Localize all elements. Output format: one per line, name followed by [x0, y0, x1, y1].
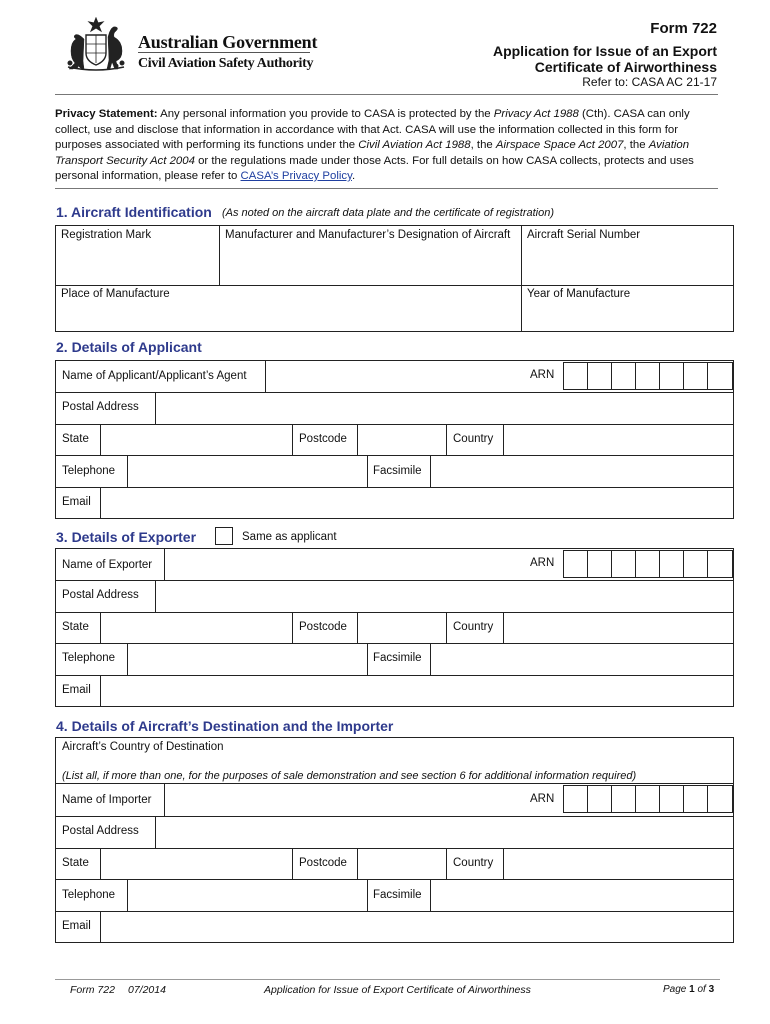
privacy-text: or the regulations made under those Acts. For full details on how CASA collects, protects and uses personal information, please refer to — [55, 154, 694, 182]
place-of-manufacture-field[interactable] — [57, 304, 519, 330]
importer-country-field[interactable] — [505, 850, 732, 878]
table-divider — [56, 643, 733, 644]
privacy-statement — [55, 107, 720, 185]
exporter-name-label: Name of Exporter — [62, 559, 153, 571]
table-divider — [127, 456, 128, 487]
table-divider — [100, 676, 101, 706]
privacy-label: Privacy Statement: — [55, 108, 158, 120]
table-divider — [56, 879, 733, 880]
privacy-rule — [55, 188, 718, 189]
government-title: Australian Government — [138, 32, 318, 52]
table-divider — [446, 425, 447, 455]
table-divider — [265, 361, 266, 392]
importer-email-field[interactable] — [102, 913, 732, 941]
applicant-postcode-label: Postcode — [299, 433, 347, 445]
civil-aviation-act-name: Civil Aviation Act 1988 — [358, 139, 471, 151]
table-divider — [100, 613, 101, 643]
exporter-name-field[interactable] — [166, 550, 517, 579]
table-divider — [56, 675, 733, 676]
table-divider — [357, 425, 358, 455]
same-as-applicant-checkbox[interactable] — [215, 527, 233, 545]
privacy-text: , the — [470, 139, 493, 151]
table-divider — [127, 644, 128, 675]
footer-date: 07/2014 — [128, 984, 166, 996]
table-divider — [367, 456, 368, 487]
table-divider — [100, 912, 101, 942]
applicant-telephone-field[interactable] — [129, 457, 366, 486]
agency-name: Civil Aviation Safety Authority — [138, 56, 314, 71]
same-as-applicant-label: Same as applicant — [242, 531, 337, 543]
exporter-postcode-field[interactable] — [359, 614, 445, 642]
section-4-title: 4. Details of Aircraft’s Destination and the Importer — [56, 718, 394, 734]
applicant-email-label: Email — [62, 496, 91, 508]
applicant-facsimile-label: Facsimile — [373, 465, 422, 477]
table-divider — [357, 849, 358, 879]
exporter-facsimile-label: Facsimile — [373, 652, 422, 664]
exporter-postal-label: Postal Address — [62, 589, 139, 601]
applicant-country-label: Country — [453, 433, 494, 445]
destination-note: (List all, if more than one, for the purposes of sale demonstration and see section 6 for additional information required) — [62, 770, 637, 782]
table-divider — [367, 644, 368, 675]
table-divider — [127, 880, 128, 911]
applicant-arn-field[interactable] — [563, 362, 733, 390]
applicant-facsimile-field[interactable] — [432, 457, 732, 486]
coat-of-arms-logo — [58, 17, 134, 75]
applicant-name-field[interactable] — [267, 362, 517, 391]
table-divider — [100, 849, 101, 879]
year-of-manufacture-field[interactable] — [523, 304, 732, 330]
registration-mark-label: Registration Mark — [61, 229, 152, 241]
importer-name-label: Name of Importer — [62, 794, 152, 806]
aviation-security-act-name: Aviation Transport Security Act 2004 — [55, 139, 690, 167]
importer-postal-field[interactable] — [157, 818, 732, 847]
importer-telephone-label: Telephone — [62, 889, 116, 901]
importer-postcode-field[interactable] — [359, 850, 445, 878]
table-divider — [56, 612, 733, 613]
exporter-telephone-field[interactable] — [129, 645, 366, 674]
exporter-email-field[interactable] — [102, 677, 732, 705]
page-total: 3 — [708, 984, 715, 995]
header-divider — [138, 52, 310, 53]
airspace-act-name: Airspace Space Act 2007 — [495, 139, 624, 151]
table-divider — [56, 911, 733, 912]
exporter-state-field[interactable] — [102, 614, 291, 642]
table-divider — [521, 226, 522, 331]
applicant-name-label: Name of Applicant/Applicant’s Agent — [62, 370, 247, 382]
applicant-country-field[interactable] — [505, 426, 732, 454]
importer-email-label: Email — [62, 920, 91, 932]
header-rule — [55, 94, 718, 95]
serial-number-field[interactable] — [523, 244, 732, 283]
table-divider — [430, 644, 431, 675]
table-divider — [219, 226, 220, 285]
table-divider — [164, 784, 165, 816]
manufacturer-label: Manufacturer and Manufacturer’s Designation of Aircraft — [225, 229, 511, 241]
table-divider — [446, 613, 447, 643]
privacy-text: Any personal information you provide to CASA is protected by the — [160, 108, 491, 120]
exporter-postal-field[interactable] — [157, 582, 732, 611]
table-divider — [56, 848, 733, 849]
exporter-state-label: State — [62, 621, 89, 633]
page-label: Page — [663, 984, 687, 995]
importer-arn-field[interactable] — [563, 785, 733, 813]
form-reference: Refer to: CASA AC 21-17 — [582, 75, 717, 89]
table-divider — [155, 393, 156, 424]
exporter-facsimile-field[interactable] — [432, 645, 732, 674]
year-of-manufacture-label: Year of Manufacture — [527, 288, 631, 300]
importer-country-label: Country — [453, 857, 494, 869]
table-divider — [292, 849, 293, 879]
importer-state-label: State — [62, 857, 89, 869]
importer-name-field[interactable] — [166, 785, 517, 815]
table-divider — [430, 880, 431, 911]
table-divider — [56, 455, 733, 456]
importer-arn-label: ARN — [530, 793, 555, 805]
exporter-arn-label: ARN — [530, 557, 555, 569]
privacy-act-name: Privacy Act 1988 — [493, 108, 579, 120]
table-divider — [56, 487, 733, 488]
privacy-text: , the — [623, 139, 646, 151]
table-divider — [503, 613, 504, 643]
table-divider — [430, 456, 431, 487]
form-title-line2: Certificate of Airworthiness — [534, 59, 717, 75]
importer-state-field[interactable] — [102, 850, 291, 878]
applicant-arn-label: ARN — [530, 369, 555, 381]
exporter-country-field[interactable] — [505, 614, 732, 642]
table-divider — [292, 425, 293, 455]
exporter-arn-field[interactable] — [563, 550, 733, 578]
table-divider — [446, 849, 447, 879]
importer-telephone-field[interactable] — [129, 881, 366, 910]
applicant-state-label: State — [62, 433, 89, 445]
privacy-text: . — [351, 170, 356, 182]
privacy-policy-link[interactable]: CASA’s Privacy Policy — [240, 170, 352, 182]
importer-facsimile-field[interactable] — [432, 881, 732, 910]
table-divider — [155, 817, 156, 848]
applicant-state-field[interactable] — [102, 426, 291, 454]
destination-country-label: Aircraft’s Country of Destination — [62, 741, 224, 753]
manufacturer-field[interactable] — [221, 244, 519, 283]
table-divider — [56, 783, 733, 784]
registration-mark-field[interactable] — [57, 244, 217, 283]
applicant-postal-label: Postal Address — [62, 401, 139, 413]
table-divider — [56, 816, 733, 817]
table-divider — [503, 849, 504, 879]
page-of: of — [697, 984, 706, 995]
table-divider — [56, 392, 733, 393]
exporter-email-label: Email — [62, 684, 91, 696]
footer-page — [663, 984, 714, 995]
form-number: Form 722 — [650, 20, 717, 37]
table-divider — [155, 581, 156, 612]
table-divider — [357, 613, 358, 643]
section-2-title: 2. Details of Applicant — [56, 339, 202, 355]
footer-form-number: Form 722 — [70, 984, 115, 996]
importer-postcode-label: Postcode — [299, 857, 347, 869]
section-1-title: 1. Aircraft Identification — [56, 204, 212, 220]
section-1-note: (As noted on the aircraft data plate and the certificate of registration) — [222, 207, 555, 219]
table-divider — [503, 425, 504, 455]
page-number: 1 — [689, 984, 695, 995]
serial-number-label: Aircraft Serial Number — [527, 229, 641, 241]
importer-postal-label: Postal Address — [62, 825, 139, 837]
table-divider — [292, 613, 293, 643]
table-divider — [56, 424, 733, 425]
applicant-telephone-label: Telephone — [62, 465, 116, 477]
form-title-line1: Application for Issue of an Export — [492, 43, 717, 59]
importer-facsimile-label: Facsimile — [373, 889, 422, 901]
table-divider — [100, 425, 101, 455]
table-divider — [164, 549, 165, 580]
applicant-postal-field[interactable] — [157, 394, 732, 423]
exporter-telephone-label: Telephone — [62, 652, 116, 664]
footer-rule — [55, 979, 720, 980]
table-divider — [56, 285, 733, 286]
exporter-postcode-label: Postcode — [299, 621, 347, 633]
table-divider — [367, 880, 368, 911]
destination-country-field[interactable] — [57, 756, 732, 770]
table-divider — [100, 488, 101, 518]
applicant-postcode-field[interactable] — [359, 426, 445, 454]
privacy-text: (Cth). CASA can only collect, use and disclose that information in accordance with that Act. CASA will use the information collected in this form for purposes associated with performing its functions under the — [55, 108, 690, 151]
section-3-title: 3. Details of Exporter — [56, 529, 197, 545]
footer-title: Application for Issue of Export Certificate of Airworthiness — [264, 984, 531, 996]
table-divider — [56, 580, 733, 581]
exporter-country-label: Country — [453, 621, 494, 633]
applicant-email-field[interactable] — [102, 489, 732, 517]
place-of-manufacture-label: Place of Manufacture — [61, 288, 170, 300]
